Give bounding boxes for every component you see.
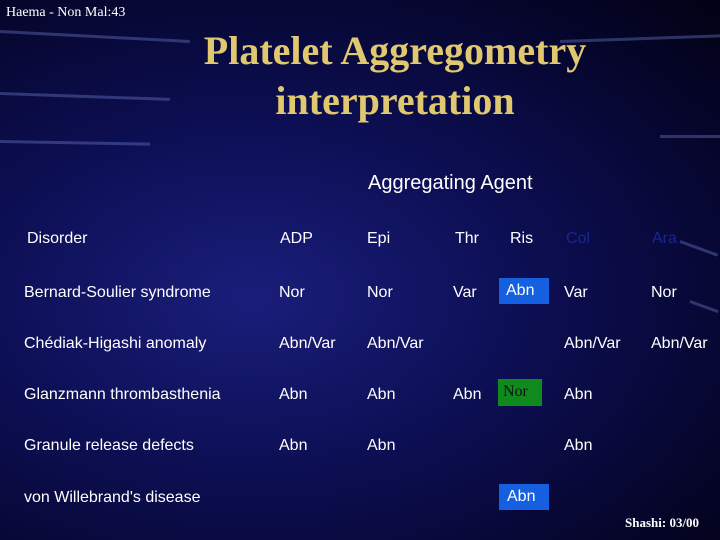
cell-epi: Abn/Var	[367, 335, 424, 352]
row-disorder: Granule release defects	[24, 437, 194, 454]
column-header-ara: Ara	[652, 230, 677, 247]
aggregating-agent-heading: Aggregating Agent	[368, 172, 533, 194]
cell-col: Abn	[564, 386, 593, 403]
cell-ris: Nor	[503, 383, 528, 400]
cell-thr: Var	[453, 284, 477, 301]
background-streak	[660, 135, 720, 138]
row-disorder: Chédiak-Higashi anomaly	[24, 335, 207, 352]
cell-epi: Abn	[367, 437, 396, 454]
column-header-disorder: Disorder	[27, 230, 88, 247]
cell-adp: Abn/Var	[279, 335, 336, 352]
cell-epi: Abn	[367, 386, 396, 403]
row-disorder: Glanzmann thrombasthenia	[24, 386, 221, 403]
row-disorder: von Willebrand's disease	[24, 489, 201, 506]
title-line-1: Platelet Aggregometry	[203, 28, 587, 73]
column-header-thr: Thr	[455, 230, 479, 247]
cell-col: Var	[564, 284, 588, 301]
slide-tag: Haema - Non Mal:43	[6, 5, 126, 20]
row-disorder: Bernard-Soulier syndrome	[24, 284, 211, 301]
column-header-col: Col	[566, 230, 591, 247]
cell-adp: Abn	[279, 386, 308, 403]
cell-col: Abn	[564, 437, 593, 454]
cell-thr: Abn	[453, 386, 482, 403]
cell-adp: Nor	[279, 284, 305, 301]
title-line-2: interpretation	[275, 78, 515, 123]
cell-ris: Abn	[507, 488, 536, 505]
cell-epi: Nor	[367, 284, 393, 301]
column-header-ris: Ris	[510, 230, 534, 247]
footer-credit: Shashi: 03/00	[625, 515, 700, 530]
cell-adp: Abn	[279, 437, 308, 454]
page-title	[150, 26, 640, 126]
cell-col: Abn/Var	[564, 335, 621, 352]
cell-ris: Abn	[506, 282, 535, 299]
column-header-epi: Epi	[367, 230, 391, 247]
cell-ara: Nor	[651, 284, 677, 301]
column-header-adp: ADP	[280, 230, 313, 247]
cell-ara: Abn/Var	[651, 335, 708, 352]
